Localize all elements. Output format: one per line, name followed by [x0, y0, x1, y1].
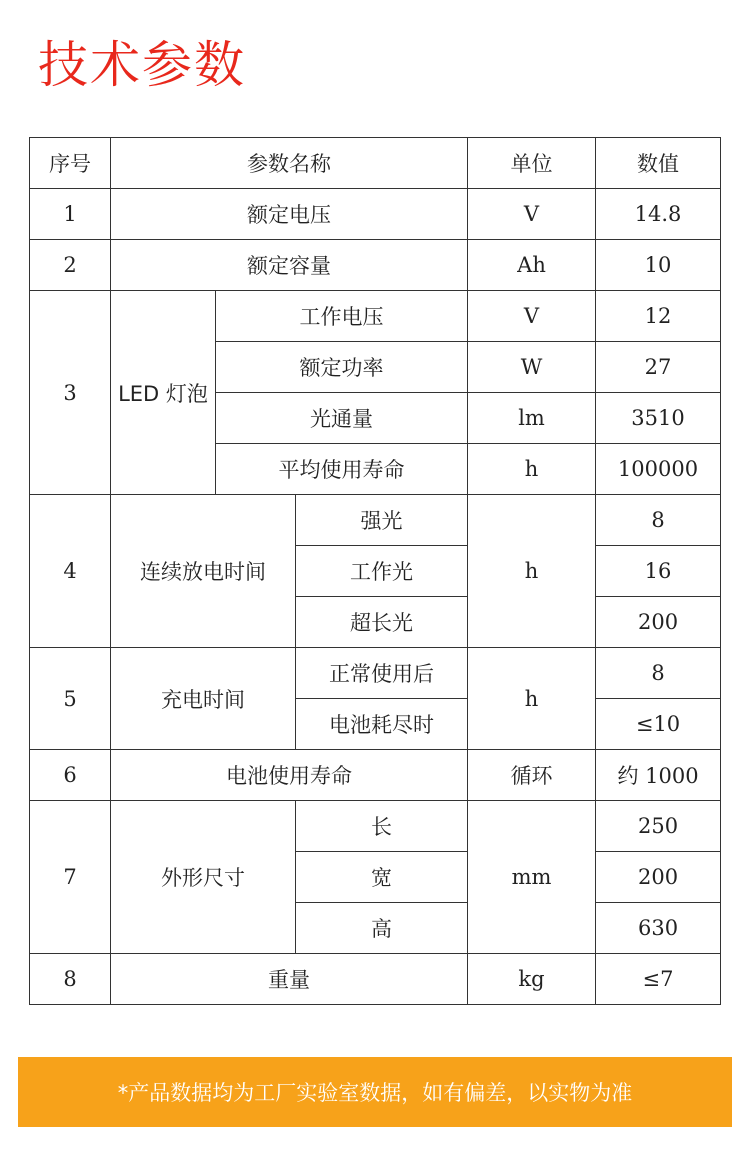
row-value: 8 — [596, 495, 721, 546]
row-value: 27 — [596, 342, 721, 393]
row-unit: h — [468, 444, 596, 495]
disclaimer-text: *产品数据均为工厂实验室数据，如有偏差，以实物为准 — [117, 1081, 633, 1105]
row-value: 约 1000 — [596, 750, 721, 801]
sub-name: 正常使用后 — [296, 648, 468, 699]
row-index: 8 — [30, 954, 111, 1005]
row-unit: kg — [468, 954, 596, 1005]
row-index: 5 — [30, 648, 111, 750]
header-index: 序号 — [30, 138, 111, 189]
row-unit: mm — [468, 801, 596, 954]
table-header-row — [30, 138, 721, 189]
row-value: 200 — [596, 852, 721, 903]
table-row — [30, 495, 721, 546]
row-value: 630 — [596, 903, 721, 954]
table-row — [30, 648, 721, 699]
row-index: 2 — [30, 240, 111, 291]
page-title: 技术参数 — [38, 36, 246, 94]
sub-name: 高 — [296, 903, 468, 954]
row-index: 1 — [30, 189, 111, 240]
sub-name: 额定功率 — [216, 342, 468, 393]
row-value: 10 — [596, 240, 721, 291]
row-value: 3510 — [596, 393, 721, 444]
row-group: 连续放电时间 — [111, 495, 296, 648]
row-group: LED 灯泡 — [111, 291, 216, 495]
table-row — [30, 954, 721, 1005]
row-value: ≤7 — [596, 954, 721, 1005]
table-row — [30, 240, 721, 291]
table-row — [30, 750, 721, 801]
sub-name: 宽 — [296, 852, 468, 903]
sub-name: 长 — [296, 801, 468, 852]
table-row — [30, 291, 721, 342]
sub-name: 工作电压 — [216, 291, 468, 342]
row-unit: W — [468, 342, 596, 393]
row-index: 6 — [30, 750, 111, 801]
header-unit: 单位 — [468, 138, 596, 189]
row-value: 14.8 — [596, 189, 721, 240]
row-name: 电池使用寿命 — [111, 750, 468, 801]
row-unit: V — [468, 291, 596, 342]
row-value: 200 — [596, 597, 721, 648]
row-name: 额定电压 — [111, 189, 468, 240]
row-unit: 循环 — [468, 750, 596, 801]
row-group: 外形尺寸 — [111, 801, 296, 954]
row-value: 8 — [596, 648, 721, 699]
row-name: 额定容量 — [111, 240, 468, 291]
row-value: 16 — [596, 546, 721, 597]
sub-name: 工作光 — [296, 546, 468, 597]
row-value: ≤10 — [596, 699, 721, 750]
row-name: 重量 — [111, 954, 468, 1005]
row-value: 100000 — [596, 444, 721, 495]
row-index: 4 — [30, 495, 111, 648]
row-index: 7 — [30, 801, 111, 954]
disclaimer-banner — [18, 1057, 732, 1127]
sub-name: 强光 — [296, 495, 468, 546]
row-value: 250 — [596, 801, 721, 852]
sub-name: 平均使用寿命 — [216, 444, 468, 495]
row-index: 3 — [30, 291, 111, 495]
sub-name: 电池耗尽时 — [296, 699, 468, 750]
sub-name: 超长光 — [296, 597, 468, 648]
table-row — [30, 189, 721, 240]
row-unit: h — [468, 648, 596, 750]
table-row — [30, 801, 721, 852]
spec-table — [29, 137, 721, 1005]
row-group: 充电时间 — [111, 648, 296, 750]
row-unit: Ah — [468, 240, 596, 291]
row-unit: V — [468, 189, 596, 240]
header-value: 数值 — [596, 138, 721, 189]
row-unit: h — [468, 495, 596, 648]
row-value: 12 — [596, 291, 721, 342]
row-unit: lm — [468, 393, 596, 444]
header-name: 参数名称 — [111, 138, 468, 189]
sub-name: 光通量 — [216, 393, 468, 444]
